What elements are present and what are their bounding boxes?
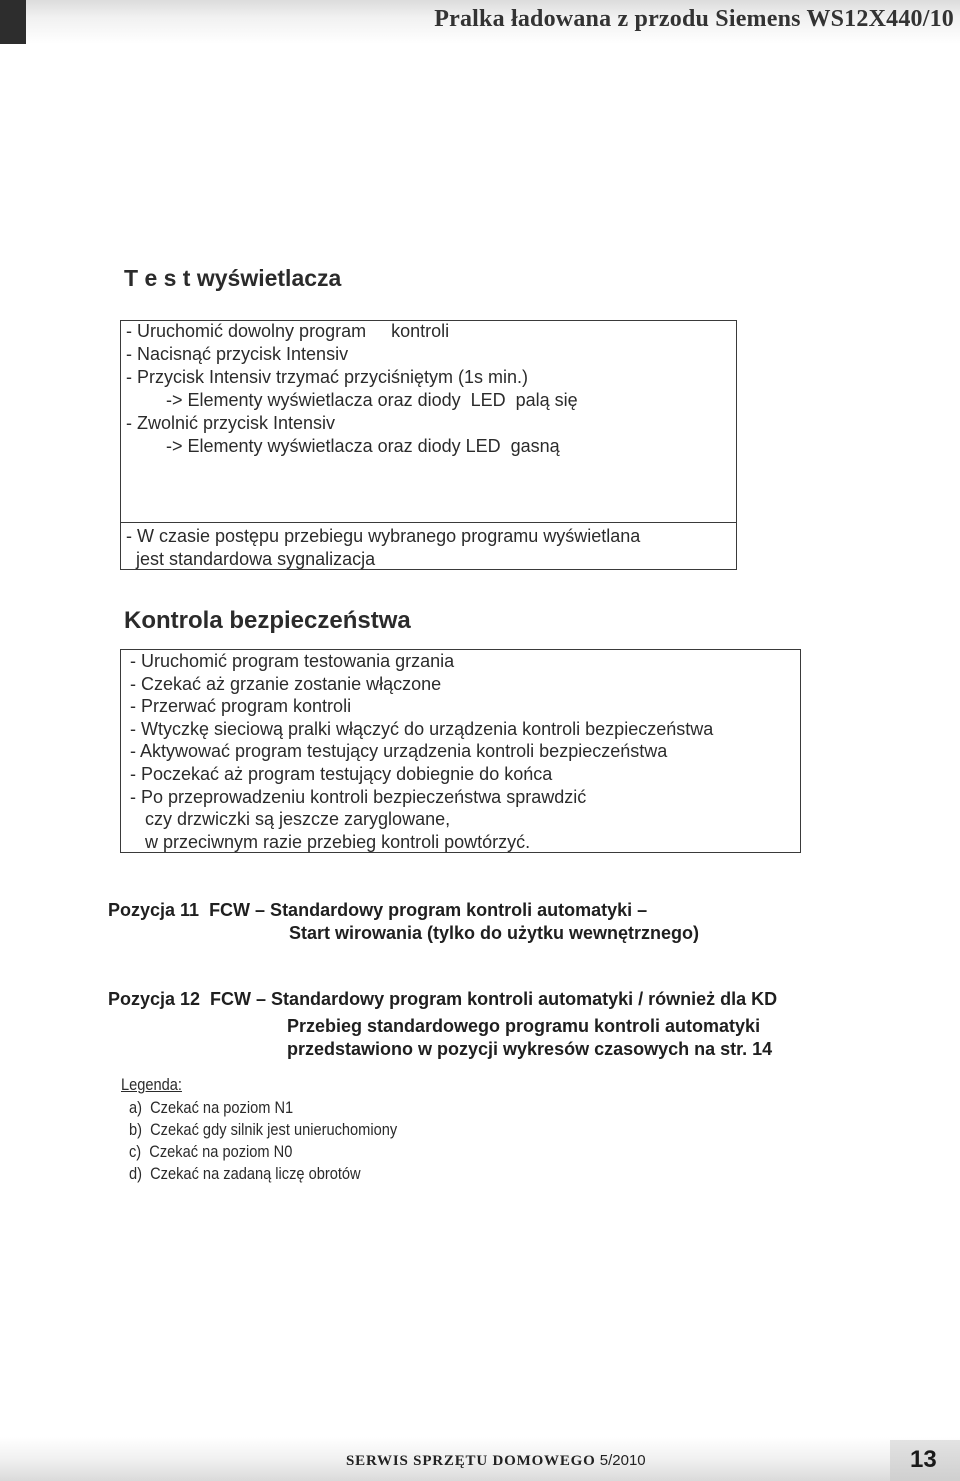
display-test-step: - Nacisnąć przycisk Intensiv [126,344,349,364]
legend-title: Legenda: [121,1075,182,1094]
display-test-title: T e s t wyświetlacza [124,265,342,291]
legend-item: d) Czekać na zadaną liczę obrotów [129,1164,361,1183]
safety-check-title: Kontrola bezpieczeństwa [124,607,411,634]
document-title: Pralka ładowana z przodu Siemens WS12X440/10 [434,6,954,32]
safety-check-step: - Czekać aż grzanie zostanie włączone [130,674,442,694]
header-accent-block [0,0,26,44]
position-11-heading: Pozycja 11 FCW – Standardowy program kontroli automatyki – [108,900,648,920]
display-test-divider [120,522,737,523]
page-number: 13 [910,1446,937,1473]
position-11-subtitle: Start wirowania (tylko do użytku wewnętrznego) [289,923,700,943]
display-test-note: jest standardowa sygnalizacja [126,549,376,569]
safety-check-step: czy drzwiczki są jeszcze zaryglowane, [130,809,451,829]
footer-issue: 5/2010 [599,1452,646,1469]
legend-item: a) Czekać na poziom N1 [129,1098,294,1117]
safety-check-step: - Poczekać aż program testujący dobiegnie do końca [130,764,553,784]
safety-check-step: - Przerwać program kontroli [130,696,352,716]
safety-check-step: w przeciwnym razie przebieg kontroli powtórzyć. [130,832,531,852]
display-test-step: - Uruchomić dowolny program kontroli [126,321,450,341]
footer-publication [346,1452,646,1470]
safety-check-step: - Wtyczkę sieciową pralki włączyć do urządzenia kontroli bezpieczeństwa [130,719,714,739]
position-12-description: Przebieg standardowego programu kontroli automatyki [287,1016,761,1036]
position-12-heading: Pozycja 12 FCW – Standardowy program kontroli automatyki / również dla KD [108,989,778,1009]
safety-check-step: - Po przeprowadzeniu kontroli bezpieczeństwa sprawdzić [130,787,587,807]
display-test-step: - Zwolnić przycisk Intensiv [126,413,336,433]
legend-item: c) Czekać na poziom N0 [129,1142,293,1161]
legend-item: b) Czekać gdy silnik jest unieruchomiony [129,1120,398,1139]
display-test-step: - Przycisk Intensiv trzymać przyciśniętym (1s min.) [126,367,529,387]
display-test-step: -> Elementy wyświetlacza oraz diody LED gasną [126,436,560,456]
safety-check-step: - Aktywować program testujący urządzenia kontroli bezpieczeństwa [130,741,668,761]
footer-brand: SERWIS SPRZĘTU DOMOWEGO [346,1453,596,1469]
display-test-step: -> Elementy wyświetlacza oraz diody LED palą się [126,390,578,410]
display-test-note: - W czasie postępu przebiegu wybranego programu wyświetlana [126,526,641,546]
position-12-description: przedstawiono w pozycji wykresów czasowych na str. 14 [287,1039,773,1059]
safety-check-step: - Uruchomić program testowania grzania [130,651,455,671]
